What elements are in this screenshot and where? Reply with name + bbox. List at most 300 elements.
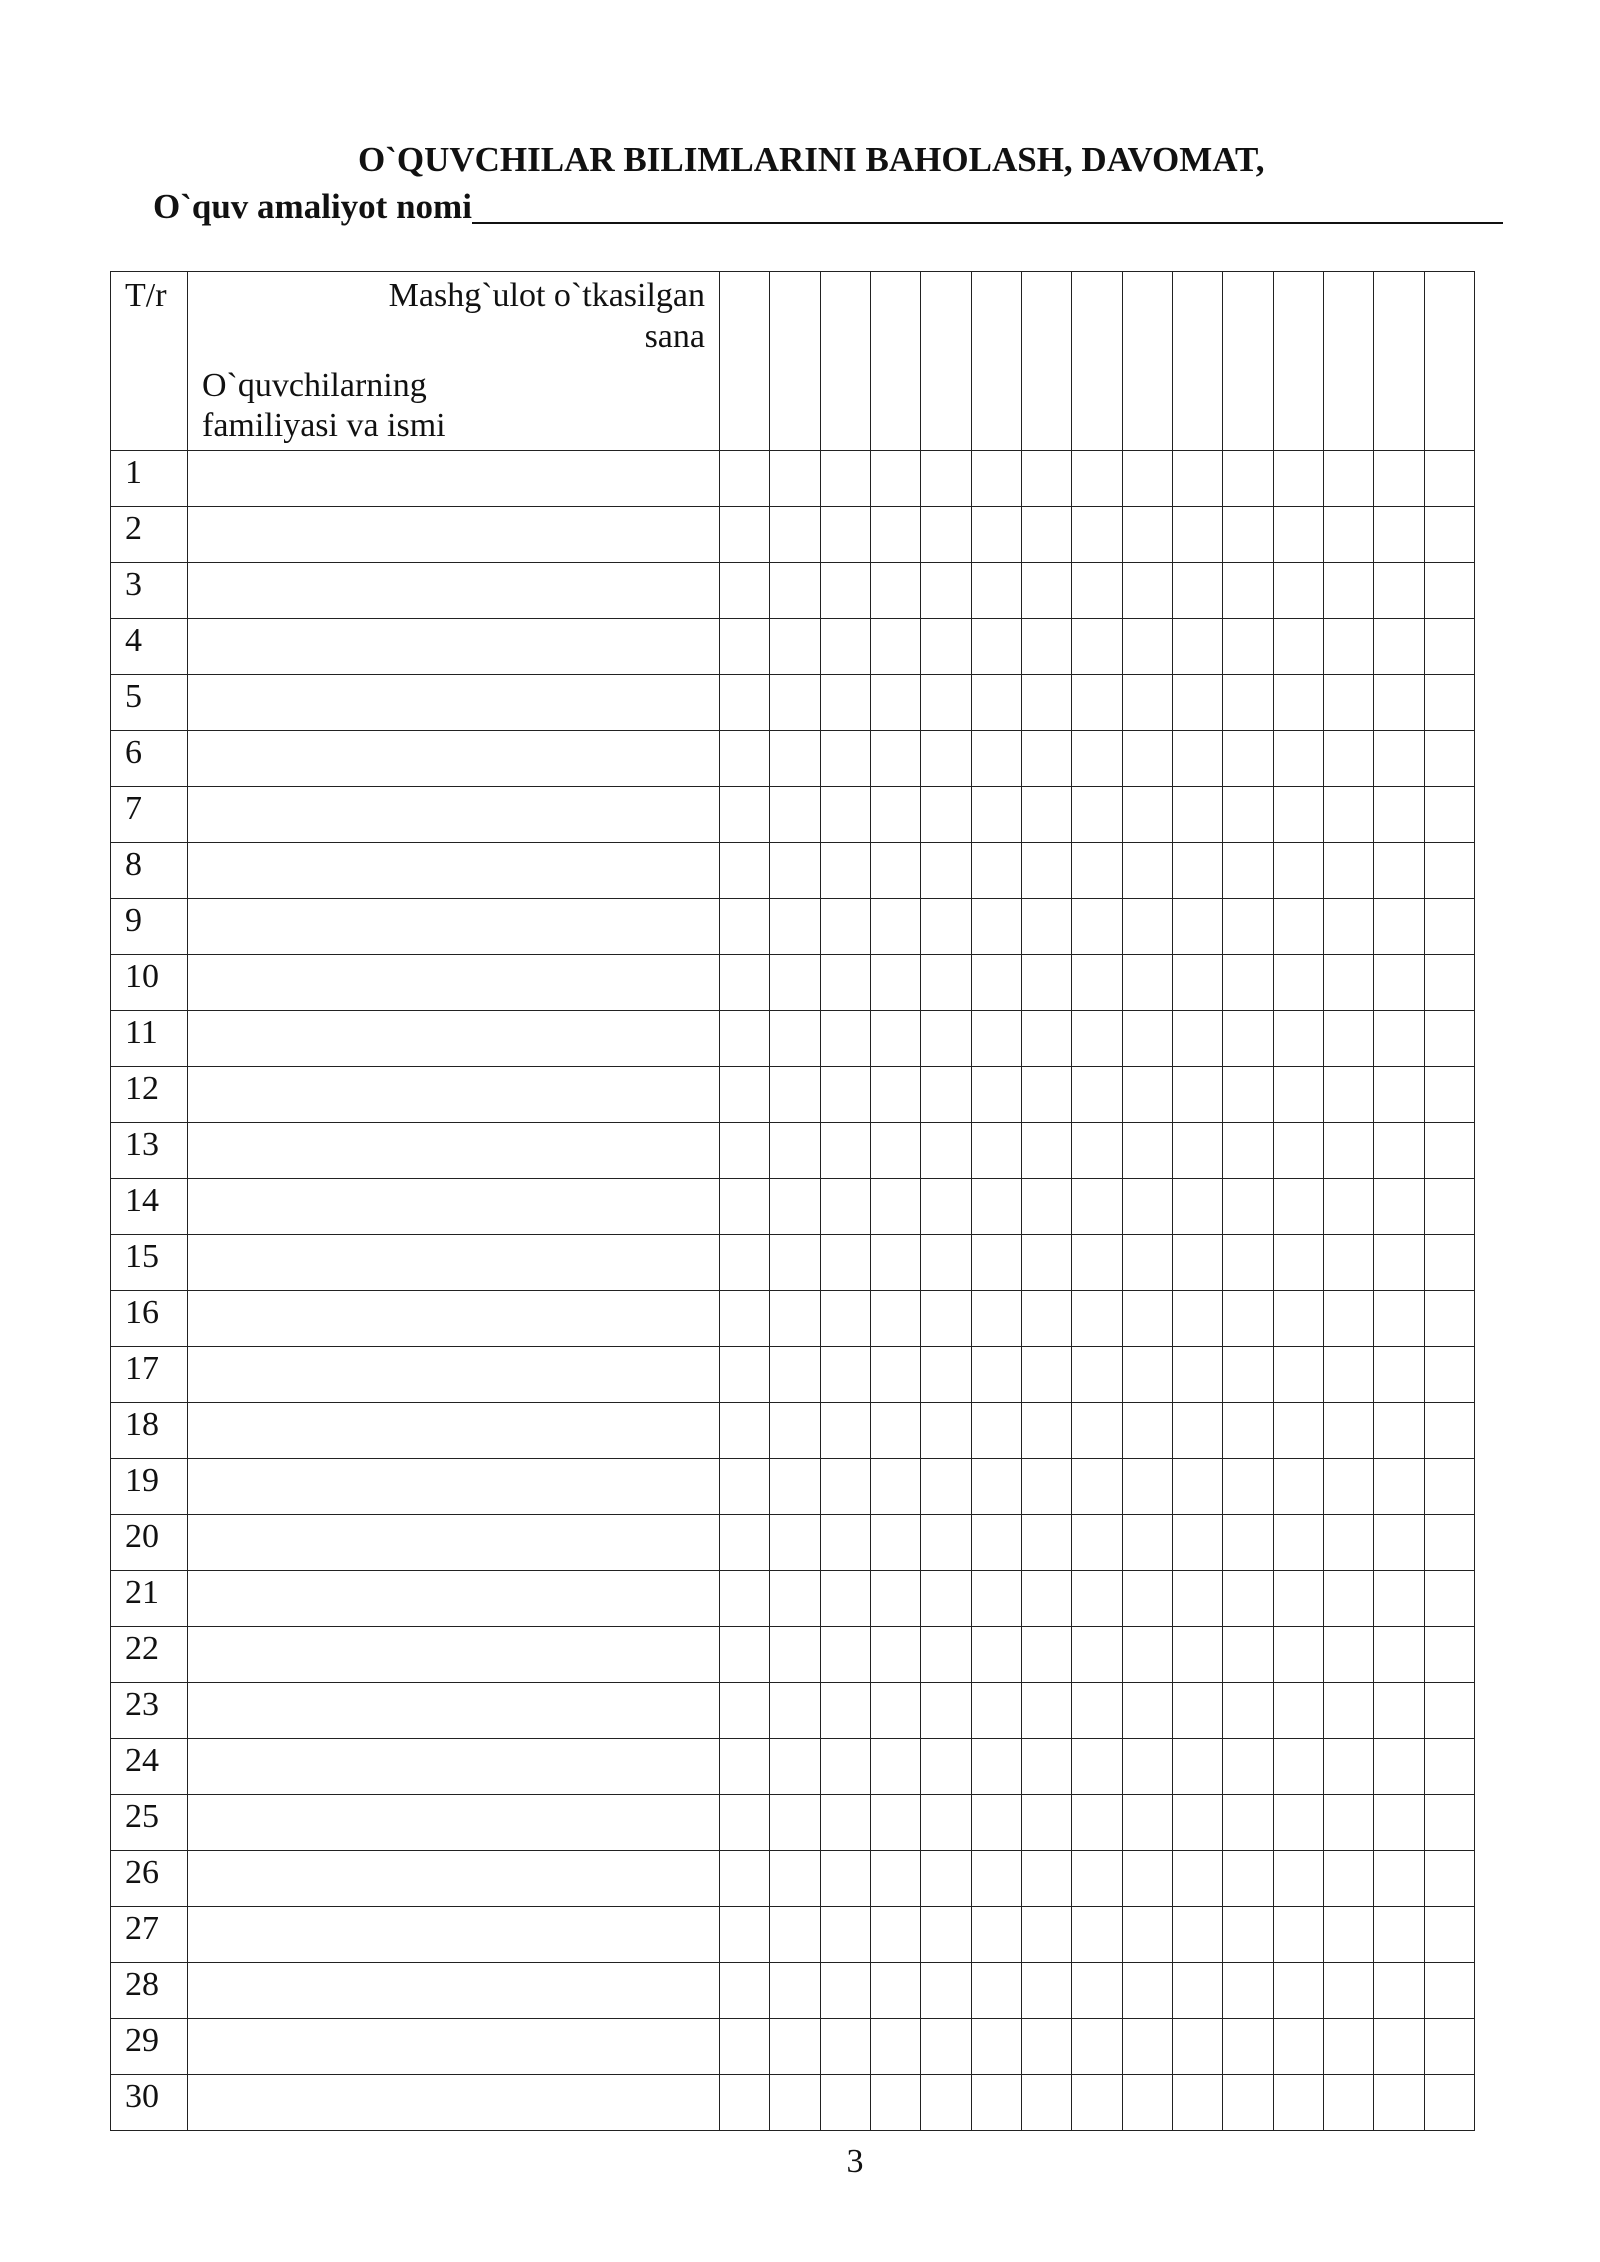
- grade-cell[interactable]: [1172, 2075, 1222, 2131]
- grade-cell[interactable]: [1323, 1123, 1373, 1179]
- grade-cell[interactable]: [1223, 1291, 1273, 1347]
- grade-cell[interactable]: [921, 2019, 971, 2075]
- grade-cell[interactable]: [770, 507, 820, 563]
- grade-cell[interactable]: [1323, 619, 1373, 675]
- grade-cell[interactable]: [1122, 1459, 1172, 1515]
- student-name-cell[interactable]: [188, 1795, 720, 1851]
- grade-cell[interactable]: [921, 1067, 971, 1123]
- grade-cell[interactable]: [820, 731, 870, 787]
- grade-cell[interactable]: [870, 731, 920, 787]
- grade-cell[interactable]: [1122, 787, 1172, 843]
- grade-cell[interactable]: [770, 1011, 820, 1067]
- grade-cell[interactable]: [1374, 1123, 1424, 1179]
- grade-cell[interactable]: [1273, 675, 1323, 731]
- grade-cell[interactable]: [1172, 1123, 1222, 1179]
- grade-cell[interactable]: [820, 2075, 870, 2131]
- grade-cell[interactable]: [720, 1459, 770, 1515]
- grade-cell[interactable]: [1323, 843, 1373, 899]
- grade-cell[interactable]: [1424, 1907, 1474, 1963]
- grade-cell[interactable]: [1172, 451, 1222, 507]
- header-date-cell[interactable]: [1273, 272, 1323, 451]
- grade-cell[interactable]: [1424, 843, 1474, 899]
- grade-cell[interactable]: [1374, 1683, 1424, 1739]
- grade-cell[interactable]: [820, 1403, 870, 1459]
- grade-cell[interactable]: [1223, 731, 1273, 787]
- grade-cell[interactable]: [1021, 899, 1071, 955]
- grade-cell[interactable]: [1374, 1067, 1424, 1123]
- header-date-cell[interactable]: [1424, 272, 1474, 451]
- grade-cell[interactable]: [1424, 619, 1474, 675]
- grade-cell[interactable]: [1374, 451, 1424, 507]
- grade-cell[interactable]: [720, 1123, 770, 1179]
- grade-cell[interactable]: [820, 1011, 870, 1067]
- grade-cell[interactable]: [1172, 1347, 1222, 1403]
- grade-cell[interactable]: [720, 619, 770, 675]
- grade-cell[interactable]: [1021, 1123, 1071, 1179]
- grade-cell[interactable]: [770, 843, 820, 899]
- grade-cell[interactable]: [1122, 899, 1172, 955]
- grade-cell[interactable]: [1122, 1403, 1172, 1459]
- grade-cell[interactable]: [921, 1459, 971, 1515]
- grade-cell[interactable]: [1021, 787, 1071, 843]
- grade-cell[interactable]: [971, 843, 1021, 899]
- grade-cell[interactable]: [1273, 1795, 1323, 1851]
- grade-cell[interactable]: [1122, 2075, 1172, 2131]
- grade-cell[interactable]: [1374, 1571, 1424, 1627]
- grade-cell[interactable]: [1273, 1179, 1323, 1235]
- grade-cell[interactable]: [720, 1179, 770, 1235]
- grade-cell[interactable]: [921, 1683, 971, 1739]
- grade-cell[interactable]: [921, 955, 971, 1011]
- grade-cell[interactable]: [1072, 1123, 1122, 1179]
- grade-cell[interactable]: [1374, 955, 1424, 1011]
- grade-cell[interactable]: [720, 1851, 770, 1907]
- student-name-cell[interactable]: [188, 1067, 720, 1123]
- grade-cell[interactable]: [1122, 1235, 1172, 1291]
- grade-cell[interactable]: [1223, 899, 1273, 955]
- header-date-cell[interactable]: [1172, 272, 1222, 451]
- grade-cell[interactable]: [1273, 1011, 1323, 1067]
- grade-cell[interactable]: [971, 1851, 1021, 1907]
- grade-cell[interactable]: [1122, 1851, 1172, 1907]
- grade-cell[interactable]: [1323, 1739, 1373, 1795]
- grade-cell[interactable]: [1172, 1683, 1222, 1739]
- student-name-cell[interactable]: [188, 563, 720, 619]
- grade-cell[interactable]: [1172, 1235, 1222, 1291]
- grade-cell[interactable]: [770, 675, 820, 731]
- grade-cell[interactable]: [870, 1347, 920, 1403]
- grade-cell[interactable]: [870, 619, 920, 675]
- grade-cell[interactable]: [870, 675, 920, 731]
- grade-cell[interactable]: [1273, 1123, 1323, 1179]
- grade-cell[interactable]: [1223, 1011, 1273, 1067]
- grade-cell[interactable]: [921, 1011, 971, 1067]
- grade-cell[interactable]: [720, 1739, 770, 1795]
- grade-cell[interactable]: [1172, 955, 1222, 1011]
- grade-cell[interactable]: [820, 1683, 870, 1739]
- grade-cell[interactable]: [1374, 1795, 1424, 1851]
- grade-cell[interactable]: [1374, 1011, 1424, 1067]
- grade-cell[interactable]: [770, 1123, 820, 1179]
- grade-cell[interactable]: [1021, 2019, 1071, 2075]
- grade-cell[interactable]: [921, 843, 971, 899]
- grade-cell[interactable]: [1172, 507, 1222, 563]
- grade-cell[interactable]: [921, 1347, 971, 1403]
- grade-cell[interactable]: [870, 899, 920, 955]
- grade-cell[interactable]: [1172, 1963, 1222, 2019]
- grade-cell[interactable]: [921, 451, 971, 507]
- grade-cell[interactable]: [1223, 1067, 1273, 1123]
- grade-cell[interactable]: [820, 1291, 870, 1347]
- grade-cell[interactable]: [1424, 1739, 1474, 1795]
- grade-cell[interactable]: [1172, 563, 1222, 619]
- grade-cell[interactable]: [921, 675, 971, 731]
- grade-cell[interactable]: [1273, 619, 1323, 675]
- student-name-cell[interactable]: [188, 1459, 720, 1515]
- grade-cell[interactable]: [1021, 507, 1071, 563]
- grade-cell[interactable]: [870, 2019, 920, 2075]
- grade-cell[interactable]: [1424, 563, 1474, 619]
- grade-cell[interactable]: [1223, 1683, 1273, 1739]
- grade-cell[interactable]: [770, 2075, 820, 2131]
- grade-cell[interactable]: [720, 843, 770, 899]
- grade-cell[interactable]: [971, 1795, 1021, 1851]
- grade-cell[interactable]: [870, 1515, 920, 1571]
- grade-cell[interactable]: [1021, 1683, 1071, 1739]
- grade-cell[interactable]: [1072, 1683, 1122, 1739]
- grade-cell[interactable]: [1374, 507, 1424, 563]
- grade-cell[interactable]: [971, 1627, 1021, 1683]
- grade-cell[interactable]: [1374, 1459, 1424, 1515]
- grade-cell[interactable]: [1223, 2075, 1273, 2131]
- grade-cell[interactable]: [720, 1291, 770, 1347]
- grade-cell[interactable]: [1424, 1795, 1474, 1851]
- student-name-cell[interactable]: [188, 1963, 720, 2019]
- grade-cell[interactable]: [921, 731, 971, 787]
- grade-cell[interactable]: [870, 1123, 920, 1179]
- grade-cell[interactable]: [720, 563, 770, 619]
- grade-cell[interactable]: [720, 1627, 770, 1683]
- grade-cell[interactable]: [1122, 1515, 1172, 1571]
- grade-cell[interactable]: [1223, 1907, 1273, 1963]
- grade-cell[interactable]: [1323, 787, 1373, 843]
- student-name-cell[interactable]: [188, 843, 720, 899]
- grade-cell[interactable]: [870, 1179, 920, 1235]
- grade-cell[interactable]: [870, 1235, 920, 1291]
- grade-cell[interactable]: [971, 1123, 1021, 1179]
- grade-cell[interactable]: [770, 1347, 820, 1403]
- grade-cell[interactable]: [770, 563, 820, 619]
- grade-cell[interactable]: [1122, 1683, 1172, 1739]
- grade-cell[interactable]: [1122, 619, 1172, 675]
- grade-cell[interactable]: [1424, 675, 1474, 731]
- header-date-cell[interactable]: [921, 272, 971, 451]
- student-name-cell[interactable]: [188, 899, 720, 955]
- grade-cell[interactable]: [820, 1179, 870, 1235]
- grade-cell[interactable]: [1072, 1011, 1122, 1067]
- grade-cell[interactable]: [1223, 1403, 1273, 1459]
- grade-cell[interactable]: [971, 1291, 1021, 1347]
- grade-cell[interactable]: [720, 1907, 770, 1963]
- grade-cell[interactable]: [1021, 1179, 1071, 1235]
- grade-cell[interactable]: [770, 1627, 820, 1683]
- grade-cell[interactable]: [870, 955, 920, 1011]
- grade-cell[interactable]: [1072, 619, 1122, 675]
- grade-cell[interactable]: [820, 1851, 870, 1907]
- grade-cell[interactable]: [1072, 1179, 1122, 1235]
- grade-cell[interactable]: [1072, 1907, 1122, 1963]
- grade-cell[interactable]: [921, 899, 971, 955]
- grade-cell[interactable]: [1021, 619, 1071, 675]
- grade-cell[interactable]: [971, 787, 1021, 843]
- grade-cell[interactable]: [1273, 2075, 1323, 2131]
- grade-cell[interactable]: [770, 955, 820, 1011]
- grade-cell[interactable]: [1122, 563, 1172, 619]
- grade-cell[interactable]: [1072, 2019, 1122, 2075]
- grade-cell[interactable]: [921, 1291, 971, 1347]
- grade-cell[interactable]: [1223, 1123, 1273, 1179]
- grade-cell[interactable]: [1122, 507, 1172, 563]
- grade-cell[interactable]: [870, 1963, 920, 2019]
- student-name-cell[interactable]: [188, 1683, 720, 1739]
- grade-cell[interactable]: [921, 787, 971, 843]
- grade-cell[interactable]: [1374, 1515, 1424, 1571]
- grade-cell[interactable]: [1021, 1067, 1071, 1123]
- grade-cell[interactable]: [820, 1347, 870, 1403]
- grade-cell[interactable]: [971, 507, 1021, 563]
- grade-cell[interactable]: [1273, 1739, 1323, 1795]
- grade-cell[interactable]: [1172, 1627, 1222, 1683]
- grade-cell[interactable]: [921, 1907, 971, 1963]
- grade-cell[interactable]: [820, 1235, 870, 1291]
- grade-cell[interactable]: [1072, 1795, 1122, 1851]
- grade-cell[interactable]: [870, 1403, 920, 1459]
- grade-cell[interactable]: [1424, 1291, 1474, 1347]
- student-name-cell[interactable]: [188, 619, 720, 675]
- student-name-cell[interactable]: [188, 451, 720, 507]
- student-name-cell[interactable]: [188, 1123, 720, 1179]
- student-name-cell[interactable]: [188, 1739, 720, 1795]
- student-name-cell[interactable]: [188, 1851, 720, 1907]
- grade-cell[interactable]: [1021, 563, 1071, 619]
- grade-cell[interactable]: [1172, 1739, 1222, 1795]
- grade-cell[interactable]: [770, 1235, 820, 1291]
- grade-cell[interactable]: [1021, 843, 1071, 899]
- grade-cell[interactable]: [1122, 1795, 1172, 1851]
- grade-cell[interactable]: [1021, 1459, 1071, 1515]
- grade-cell[interactable]: [1122, 1907, 1172, 1963]
- grade-cell[interactable]: [1323, 2019, 1373, 2075]
- header-date-cell[interactable]: [971, 272, 1021, 451]
- grade-cell[interactable]: [1273, 899, 1323, 955]
- grade-cell[interactable]: [1424, 2019, 1474, 2075]
- grade-cell[interactable]: [1122, 1571, 1172, 1627]
- grade-cell[interactable]: [1374, 1739, 1424, 1795]
- grade-cell[interactable]: [870, 1851, 920, 1907]
- grade-cell[interactable]: [770, 1851, 820, 1907]
- grade-cell[interactable]: [1323, 2075, 1373, 2131]
- grade-cell[interactable]: [1424, 1347, 1474, 1403]
- grade-cell[interactable]: [1323, 1459, 1373, 1515]
- grade-cell[interactable]: [820, 1627, 870, 1683]
- grade-cell[interactable]: [820, 1067, 870, 1123]
- grade-cell[interactable]: [971, 1907, 1021, 1963]
- grade-cell[interactable]: [1021, 2075, 1071, 2131]
- grade-cell[interactable]: [1172, 1571, 1222, 1627]
- grade-cell[interactable]: [820, 1907, 870, 1963]
- grade-cell[interactable]: [971, 1459, 1021, 1515]
- grade-cell[interactable]: [1072, 1291, 1122, 1347]
- grade-cell[interactable]: [1273, 1683, 1323, 1739]
- grade-cell[interactable]: [1072, 1739, 1122, 1795]
- grade-cell[interactable]: [870, 843, 920, 899]
- grade-cell[interactable]: [720, 1571, 770, 1627]
- header-date-cell[interactable]: [1223, 272, 1273, 451]
- grade-cell[interactable]: [1323, 563, 1373, 619]
- grade-cell[interactable]: [1072, 1235, 1122, 1291]
- grade-cell[interactable]: [770, 1515, 820, 1571]
- grade-cell[interactable]: [720, 1963, 770, 2019]
- student-name-cell[interactable]: [188, 507, 720, 563]
- header-date-cell[interactable]: [820, 272, 870, 451]
- grade-cell[interactable]: [870, 1627, 920, 1683]
- grade-cell[interactable]: [1424, 1011, 1474, 1067]
- grade-cell[interactable]: [1374, 1179, 1424, 1235]
- grade-cell[interactable]: [770, 1179, 820, 1235]
- grade-cell[interactable]: [1424, 1067, 1474, 1123]
- grade-cell[interactable]: [971, 675, 1021, 731]
- grade-cell[interactable]: [1172, 1907, 1222, 1963]
- grade-cell[interactable]: [870, 1011, 920, 1067]
- grade-cell[interactable]: [1021, 1403, 1071, 1459]
- grade-cell[interactable]: [1172, 1851, 1222, 1907]
- grade-cell[interactable]: [1424, 1403, 1474, 1459]
- grade-cell[interactable]: [1374, 787, 1424, 843]
- grade-cell[interactable]: [720, 1515, 770, 1571]
- grade-cell[interactable]: [1122, 955, 1172, 1011]
- grade-cell[interactable]: [1223, 2019, 1273, 2075]
- grade-cell[interactable]: [971, 955, 1021, 1011]
- grade-cell[interactable]: [1424, 1851, 1474, 1907]
- grade-cell[interactable]: [820, 843, 870, 899]
- grade-cell[interactable]: [1021, 955, 1071, 1011]
- grade-cell[interactable]: [770, 1067, 820, 1123]
- grade-cell[interactable]: [1122, 1179, 1172, 1235]
- grade-cell[interactable]: [720, 1235, 770, 1291]
- student-name-cell[interactable]: [188, 2075, 720, 2131]
- grade-cell[interactable]: [1021, 1739, 1071, 1795]
- grade-cell[interactable]: [1374, 1627, 1424, 1683]
- student-name-cell[interactable]: [188, 1571, 720, 1627]
- grade-cell[interactable]: [1122, 451, 1172, 507]
- grade-cell[interactable]: [770, 1683, 820, 1739]
- grade-cell[interactable]: [1122, 731, 1172, 787]
- grade-cell[interactable]: [1273, 451, 1323, 507]
- grade-cell[interactable]: [770, 619, 820, 675]
- grade-cell[interactable]: [1323, 1235, 1373, 1291]
- header-date-cell[interactable]: [1021, 272, 1071, 451]
- grade-cell[interactable]: [1424, 1571, 1474, 1627]
- grade-cell[interactable]: [1424, 451, 1474, 507]
- grade-cell[interactable]: [770, 1963, 820, 2019]
- grade-cell[interactable]: [720, 675, 770, 731]
- grade-cell[interactable]: [921, 1123, 971, 1179]
- grade-cell[interactable]: [770, 1739, 820, 1795]
- grade-cell[interactable]: [1021, 1291, 1071, 1347]
- grade-cell[interactable]: [1273, 1291, 1323, 1347]
- student-name-cell[interactable]: [188, 1403, 720, 1459]
- grade-cell[interactable]: [921, 619, 971, 675]
- grade-cell[interactable]: [1172, 1515, 1222, 1571]
- grade-cell[interactable]: [1424, 1515, 1474, 1571]
- grade-cell[interactable]: [820, 1515, 870, 1571]
- grade-cell[interactable]: [1172, 731, 1222, 787]
- grade-cell[interactable]: [1223, 955, 1273, 1011]
- grade-cell[interactable]: [1172, 1291, 1222, 1347]
- grade-cell[interactable]: [1223, 1459, 1273, 1515]
- grade-cell[interactable]: [1424, 1963, 1474, 2019]
- student-name-cell[interactable]: [188, 1179, 720, 1235]
- grade-cell[interactable]: [1424, 787, 1474, 843]
- grade-cell[interactable]: [820, 563, 870, 619]
- grade-cell[interactable]: [971, 1011, 1021, 1067]
- grade-cell[interactable]: [1122, 1291, 1172, 1347]
- grade-cell[interactable]: [1172, 843, 1222, 899]
- grade-cell[interactable]: [1374, 619, 1424, 675]
- grade-cell[interactable]: [870, 1907, 920, 1963]
- grade-cell[interactable]: [770, 731, 820, 787]
- grade-cell[interactable]: [1424, 2075, 1474, 2131]
- grade-cell[interactable]: [820, 1739, 870, 1795]
- grade-cell[interactable]: [1122, 1011, 1172, 1067]
- grade-cell[interactable]: [971, 2019, 1021, 2075]
- grade-cell[interactable]: [971, 1739, 1021, 1795]
- grade-cell[interactable]: [1021, 1963, 1071, 2019]
- grade-cell[interactable]: [1424, 955, 1474, 1011]
- practice-name-blank-line[interactable]: [472, 189, 1503, 224]
- grade-cell[interactable]: [1223, 1515, 1273, 1571]
- grade-cell[interactable]: [1021, 1235, 1071, 1291]
- grade-cell[interactable]: [1223, 1235, 1273, 1291]
- grade-cell[interactable]: [1273, 1235, 1323, 1291]
- grade-cell[interactable]: [971, 1963, 1021, 2019]
- grade-cell[interactable]: [1374, 1235, 1424, 1291]
- student-name-cell[interactable]: [188, 1515, 720, 1571]
- grade-cell[interactable]: [1072, 1515, 1122, 1571]
- grade-cell[interactable]: [1424, 1123, 1474, 1179]
- grade-cell[interactable]: [1374, 899, 1424, 955]
- grade-cell[interactable]: [1021, 1515, 1071, 1571]
- grade-cell[interactable]: [1273, 787, 1323, 843]
- grade-cell[interactable]: [1223, 507, 1273, 563]
- grade-cell[interactable]: [820, 955, 870, 1011]
- grade-cell[interactable]: [1021, 1571, 1071, 1627]
- grade-cell[interactable]: [1021, 675, 1071, 731]
- grade-cell[interactable]: [1374, 1291, 1424, 1347]
- header-date-cell[interactable]: [1374, 272, 1424, 451]
- grade-cell[interactable]: [1072, 955, 1122, 1011]
- grade-cell[interactable]: [1172, 899, 1222, 955]
- grade-cell[interactable]: [1323, 451, 1373, 507]
- grade-cell[interactable]: [1072, 1627, 1122, 1683]
- grade-cell[interactable]: [820, 899, 870, 955]
- grade-cell[interactable]: [1323, 955, 1373, 1011]
- grade-cell[interactable]: [1374, 1851, 1424, 1907]
- grade-cell[interactable]: [1323, 1347, 1373, 1403]
- grade-cell[interactable]: [1072, 1571, 1122, 1627]
- grade-cell[interactable]: [770, 2019, 820, 2075]
- grade-cell[interactable]: [1072, 1459, 1122, 1515]
